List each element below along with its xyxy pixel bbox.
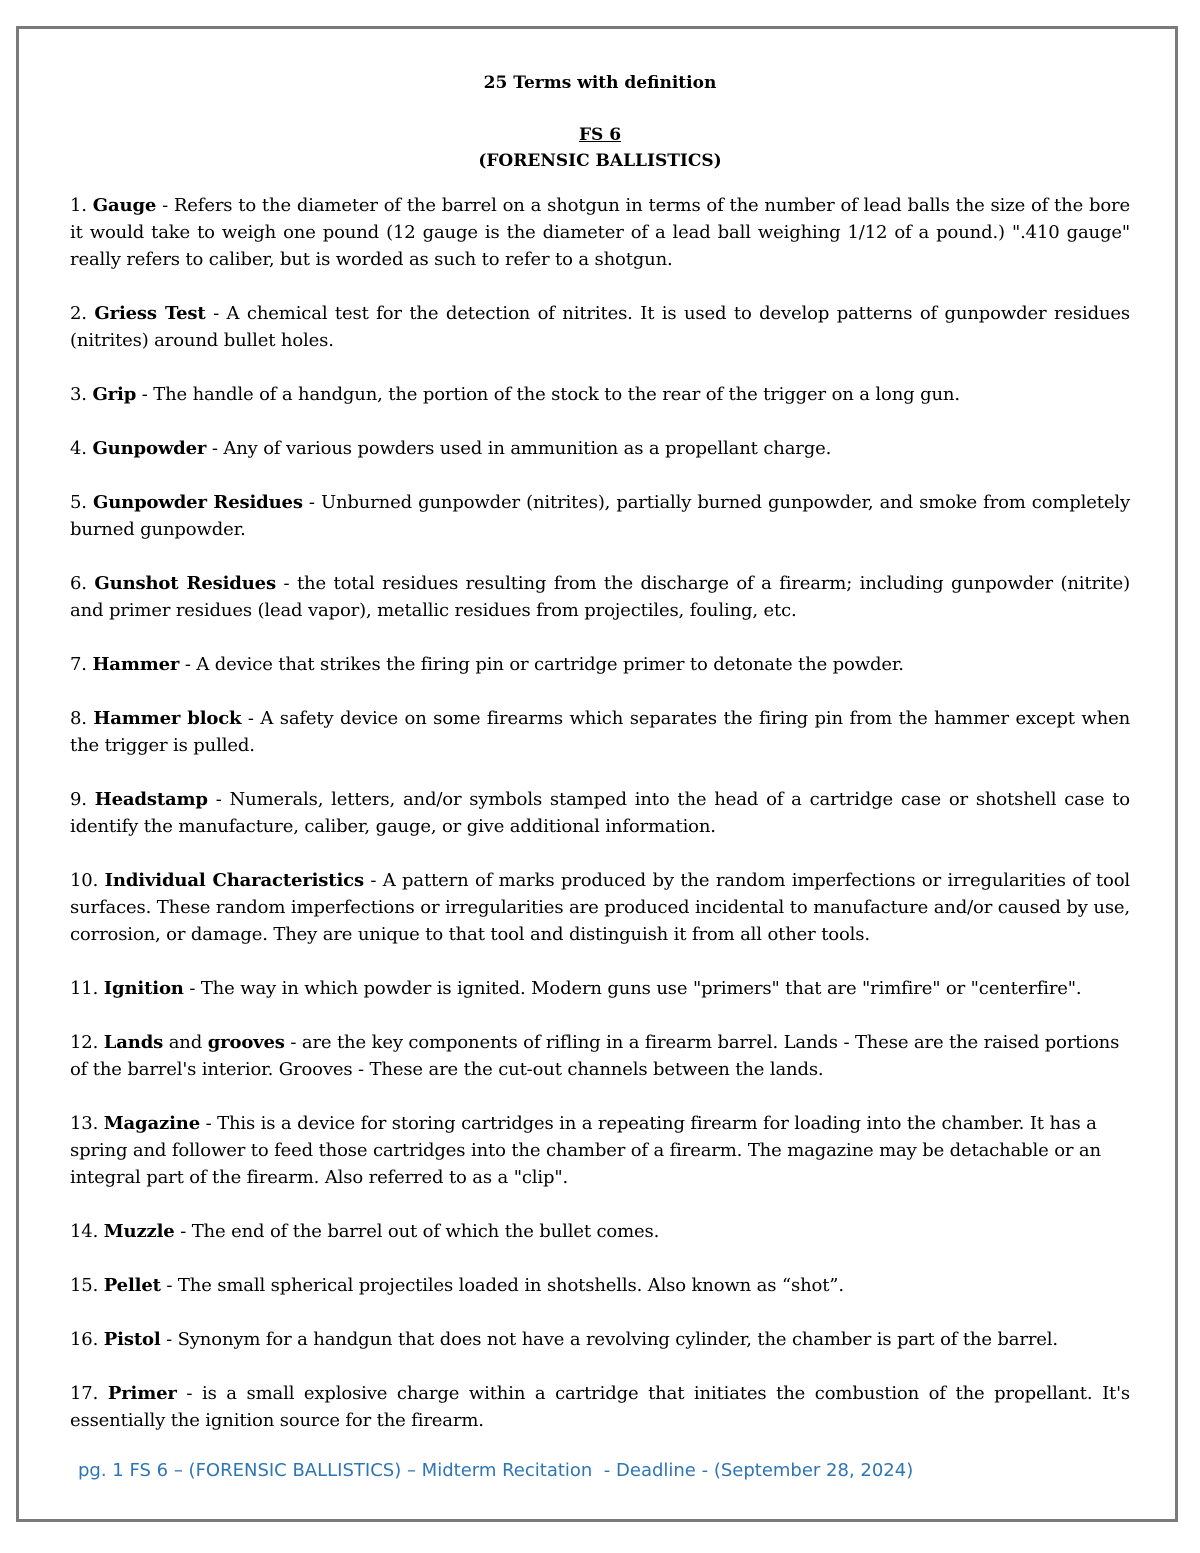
term-definition: Numerals, letters, and/or symbols stamped into the head of a cartridge case or shotshell case to identify the manufacture, caliber, gauge, or give additional information. [70, 789, 1130, 837]
term-definition: the total residues resulting from the discharge of a firearm; including gunpowder (nitrite) and primer residues (lead vapor), metallic residues from projectiles, fouling, etc. [70, 573, 1130, 621]
term-name: Hammer [92, 654, 180, 675]
term-name: Griess Test [94, 303, 206, 324]
term-name: Headstamp [94, 789, 208, 810]
term-definition: A pattern of marks produced by the random imperfections or irregularities of tool surfaces. These random imperfections or irregularities are produced incidental to manufacture and/or caused by use, corrosion, or damage. They are unique to that tool and distinguish it from all other tools. [70, 870, 1130, 945]
term-item: 1. Gauge - Refers to the diameter of the barrel on a shotgun in terms of the number of lead balls the size of the bore it would take to weigh one pound (12 gauge is the diameter of a lead ball weighing 1/12 of a pound.) ".410 gauge" really refers to caliber, but is worded as such to refer to a shotgun. [70, 195, 1130, 270]
term-item: 3. Grip - The handle of a handgun, the portion of the stock to the rear of the trigger on a long gun. [70, 384, 960, 405]
course-code [70, 122, 1130, 148]
term-definition: A safety device on some firearms which separates the firing pin from the hammer except when the trigger is pulled. [70, 708, 1131, 756]
term-definition: The way in which powder is ignited. Modern guns use "primers" that are "rimfire" or "centerfire". [200, 978, 1082, 999]
term-definition: Synonym for a handgun that does not have a revolving cylinder, the chamber is part of the barrel. [177, 1329, 1058, 1350]
document-body [70, 70, 1130, 1461]
term-definition: The handle of a handgun, the portion of the stock to the rear of the trigger on a long gun. [153, 384, 960, 405]
term-definition: The small spherical projectiles loaded in shotshells. Also known as “shot”. [177, 1275, 844, 1296]
term-item: 16. Pistol - Synonym for a handgun that does not have a revolving cylinder, the chamber is part of the barrel. [70, 1329, 1058, 1350]
term-definition: Any of various powders used in ammunition as a propellant charge. [223, 438, 832, 459]
term-item: 17. Primer - is a small explosive charge within a cartridge that initiates the combustion of the propellant. It's essentially the ignition source for the firearm. [70, 1383, 1130, 1431]
term-item: 14. Muzzle - The end of the barrel out of which the bullet comes. [70, 1221, 660, 1242]
term-definition: A device that strikes the firing pin or cartridge primer to detonate the powder. [196, 654, 904, 675]
term-name: Individual Characteristics [104, 870, 364, 891]
term-name: Magazine [103, 1113, 201, 1134]
term-item: 13. Magazine - This is a device for storing cartridges in a repeating firearm for loading into the chamber. It has a spring and follower to feed those cartridges into the chamber of a firearm. The magazine may be detachable or an integral part of the firearm. Also referred to as a "clip". [70, 1113, 1101, 1188]
term-item: 9. Headstamp - Numerals, letters, and/or symbols stamped into the head of a cartridge case or shotshell case to identify the manufacture, caliber, gauge, or give additional information. [70, 789, 1130, 837]
term-name: Pellet [103, 1275, 161, 1296]
term-definition: This is a device for storing cartridges in a repeating firearm for loading into the chamber. It has a spring and follower to feed those cartridges into the chamber of a firearm. The magazine may be detachable or an integral part of the firearm. Also referred to as a "clip". [70, 1113, 1101, 1188]
term-name: Gunshot Residues [94, 573, 276, 594]
term-name: Gunpowder [92, 438, 207, 459]
term-name: Primer [107, 1383, 177, 1404]
term-item: 6. Gunshot Residues - the total residues resulting from the discharge of a firearm; including gunpowder (nitrite) and primer residues (lead vapor), metallic residues from projectiles, fouling, etc. [70, 573, 1130, 621]
term-definition: Unburned gunpowder (nitrites), partially burned gunpowder, and smoke from completely burned gunpowder. [70, 492, 1130, 540]
course-name: (FORENSIC BALLISTICS) [478, 151, 722, 171]
terms-list [70, 192, 1130, 1434]
term-item: 10. Individual Characteristics - A pattern of marks produced by the random imperfections or irregularities of tool surfaces. These random imperfections or irregularities are produced incidental to manufacture and/or caused by use, corrosion, or damage. They are unique to that tool and distinguish it from all other tools. [70, 870, 1130, 945]
document-title: 25 Terms with definition [483, 73, 717, 93]
term-name: Grip [92, 384, 137, 405]
term-name: Pistol [103, 1329, 161, 1350]
term-item: 12. Lands and grooves - are the key components of rifling in a firearm barrel. Lands - These are the raised portions of the barrel's interior. Grooves - These are the cut-out channels between the lands. [70, 1032, 1120, 1080]
term-name: Lands [103, 1032, 164, 1053]
term-definition: The end of the barrel out of which the bullet comes. [191, 1221, 660, 1242]
term-name: Muzzle [103, 1221, 175, 1242]
term-name: Ignition [103, 978, 184, 999]
term-name: Hammer block [93, 708, 242, 729]
term-item: 7. Hammer - A device that strikes the firing pin or cartridge primer to detonate the powder. [70, 654, 904, 675]
term-definition: Refers to the diameter of the barrel on a shotgun in terms of the number of lead balls the size of the bore it would take to weigh one pound (12 gauge is the diameter of a lead ball weighing 1/12 of a pound.) ".410 gauge" really refers to caliber, but is worded as such to refer to a shotgun. [70, 195, 1130, 270]
term-definition: A chemical test for the detection of nitrites. It is used to develop patterns of gunpowder residues (nitrites) around bullet holes. [70, 303, 1131, 351]
term-item: 8. Hammer block - A safety device on some firearms which separates the firing pin from the hammer except when the trigger is pulled. [70, 708, 1131, 756]
page-footer: pg. 1 FS 6 – (FORENSIC BALLISTICS) – Midterm Recitation - Deadline - (September 28, 2024) [78, 1460, 914, 1481]
term-item: 15. Pellet - The small spherical projectiles loaded in shotshells. Also known as “shot”. [70, 1275, 844, 1296]
term-item: 2. Griess Test - A chemical test for the detection of nitrites. It is used to develop patterns of gunpowder residues (nitrites) around bullet holes. [70, 303, 1131, 351]
term-item: 11. Ignition - The way in which powder is ignited. Modern guns use "primers" that are "rimfire" or "centerfire". [70, 978, 1082, 999]
term-definition: is a small explosive charge within a cartridge that initiates the combustion of the propellant. It's essentially the ignition source for the firearm. [70, 1383, 1130, 1431]
course-code-text: FS 6 [578, 125, 622, 145]
term-item: 4. Gunpowder - Any of various powders used in ammunition as a propellant charge. [70, 438, 832, 459]
term-name-2: grooves [207, 1032, 285, 1053]
term-name: Gauge [92, 195, 157, 216]
term-item: 5. Gunpowder Residues - Unburned gunpowder (nitrites), partially burned gunpowder, and smoke from completely burned gunpowder. [70, 492, 1130, 540]
term-name: Gunpowder Residues [92, 492, 303, 513]
term-definition: are the key components of rifling in a firearm barrel. Lands - These are the raised portions of the barrel's interior. Grooves - These are the cut-out channels between the lands. [70, 1032, 1120, 1080]
